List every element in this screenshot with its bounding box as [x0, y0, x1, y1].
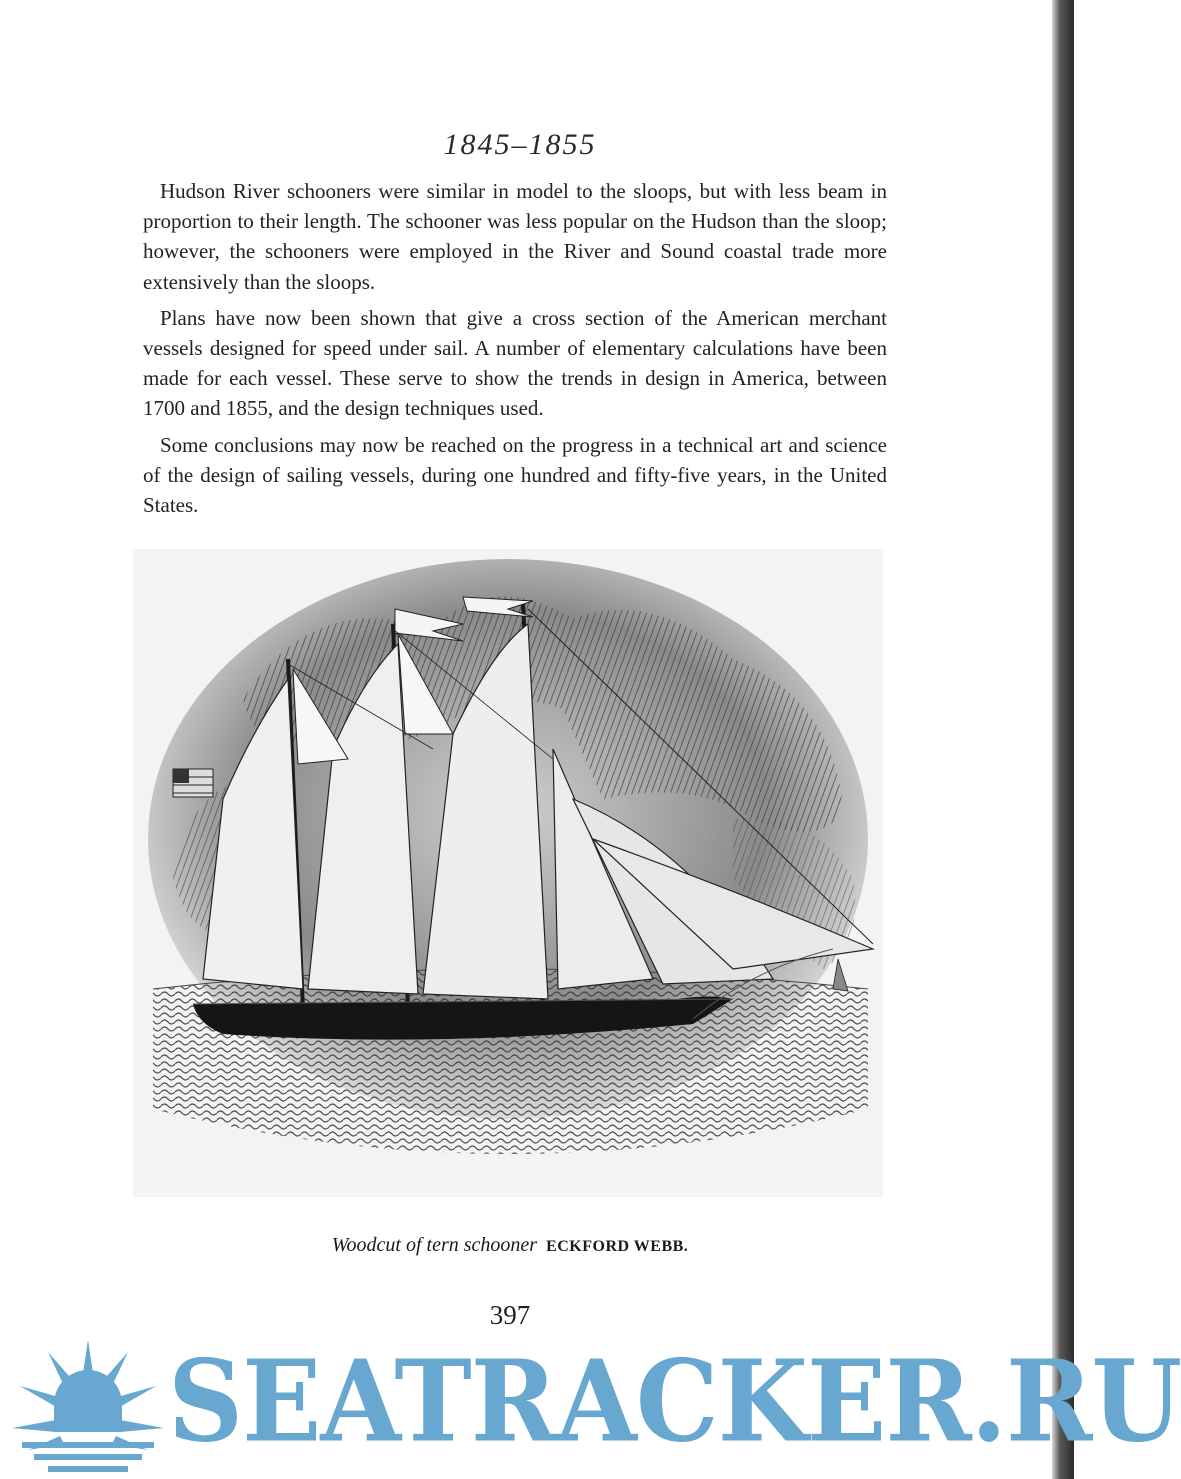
- watermark-text: SEATRACKER.RU: [168, 1334, 1181, 1468]
- page-number: 397: [489, 1300, 531, 1330]
- caption-title: Woodcut of tern schooner: [331, 1234, 538, 1256]
- watermark: [0, 1320, 1181, 1479]
- sun-logo-icon: [8, 1320, 168, 1479]
- paragraph-2: Plans have now been shown that give a cross section of the American merchant vessels designed for speed under sail. A number of elementary calculations have been made for each vessel. These serve to show the trends in design in America, between 1700 and 1855, and the design techniques used.: [143, 305, 887, 421]
- woodcut-illustration: [133, 549, 883, 1197]
- caption-credit: ECKFORD WEBB.: [546, 1238, 689, 1255]
- figure-caption: [0, 1234, 1020, 1257]
- running-head: 1845–1855: [443, 128, 597, 161]
- body-text: [143, 176, 887, 526]
- page-edge-shadow: [1052, 0, 1074, 1479]
- paragraph-3: Some conclusions may now be reached on the progress in a technical art and science of the design of sailing vessels, during one hundred and fifty-five years, in the United States.: [143, 432, 887, 518]
- paragraph-1: Hudson River schooners were similar in model to the sloops, but with less beam in proportion to their length. The schooner was less popular on the Hudson than the sloop; however, the schooners were employed in the River and Sound coastal trade more extensively than the sloops.: [143, 179, 887, 294]
